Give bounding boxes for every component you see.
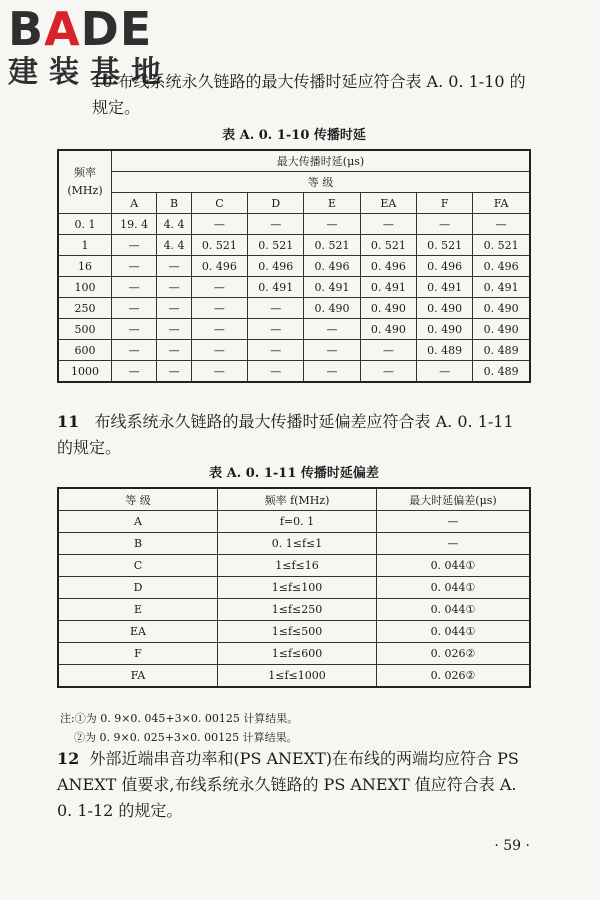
table-cell: 0. 1	[58, 214, 112, 235]
table-row	[58, 599, 530, 621]
note-1: 注:①为 0. 9×0. 045+3×0. 00125 计算结果。	[60, 712, 299, 725]
table-cell: —	[360, 214, 416, 235]
table-cell: 4. 4	[157, 214, 191, 235]
table-cell: —	[417, 361, 473, 383]
table-cell: 1≤f≤250	[218, 599, 377, 621]
table-cell: —	[157, 361, 191, 383]
table-cell: —	[304, 214, 360, 235]
table-cell: 0. 490	[473, 319, 530, 340]
propagation-delay-table	[57, 149, 531, 383]
table-row	[58, 665, 530, 688]
table-cell: 1≤f≤600	[218, 643, 377, 665]
header-cell: 等 级	[58, 488, 218, 511]
class-cell: B	[157, 193, 191, 214]
table-cell: 500	[58, 319, 112, 340]
table-cell: 0. 496	[360, 256, 416, 277]
table-cell: 1	[58, 235, 112, 256]
table-cell: 0. 496	[304, 256, 360, 277]
table-cell: 4. 4	[157, 235, 191, 256]
table-cell: —	[248, 319, 304, 340]
table-cell: 19. 4	[112, 214, 157, 235]
class-cell: E	[304, 193, 360, 214]
table-row	[58, 533, 530, 555]
table1-caption: 表 A. 0. 1-10 传播时延	[222, 128, 366, 143]
delay-skew-table	[57, 487, 531, 688]
note-2: ②为 0. 9×0. 025+3×0. 00125 计算结果。	[74, 731, 298, 744]
table-cell: —	[360, 340, 416, 361]
class-cell: D	[248, 193, 304, 214]
paragraph-text: 外部近端串音功率和(PS ANEXT)在布线的两端均应符合 PS ANEXT 值要求,布线系统永久链路的 PS ANEXT 值应符合表 A. 0. 1-12 的规定。	[57, 749, 519, 820]
table-cell: E	[58, 599, 218, 621]
table-cell: 0. 1≤f≤1	[218, 533, 377, 555]
table-cell: —	[248, 298, 304, 319]
table-cell: 0. 490	[473, 298, 530, 319]
table-cell: 1≤f≤1000	[218, 665, 377, 688]
table-cell: 600	[58, 340, 112, 361]
table-cell: 0. 491	[417, 277, 473, 298]
table-cell: —	[112, 277, 157, 298]
table-cell: —	[157, 319, 191, 340]
table-cell: —	[191, 340, 247, 361]
table-cell: 0. 521	[417, 235, 473, 256]
table-cell: 0. 490	[417, 298, 473, 319]
table-cell: 0. 044①	[377, 599, 531, 621]
table-cell: —	[157, 256, 191, 277]
grade-header: 等 级	[112, 172, 531, 193]
max-delay-header: 最大传播时延(μs)	[112, 150, 531, 172]
table-row	[58, 643, 530, 665]
table-cell: 0. 521	[360, 235, 416, 256]
table-cell: —	[417, 214, 473, 235]
class-cell: FA	[473, 193, 530, 214]
table-cell: 16	[58, 256, 112, 277]
table-cell: —	[112, 235, 157, 256]
table-cell: —	[112, 319, 157, 340]
table-row	[58, 361, 530, 383]
table-row	[58, 319, 530, 340]
table-cell: B	[58, 533, 218, 555]
table-cell: 0. 521	[304, 235, 360, 256]
class-cell: A	[112, 193, 157, 214]
table-cell: 0. 496	[473, 256, 530, 277]
table-cell: —	[157, 298, 191, 319]
table-cell: —	[112, 298, 157, 319]
table-cell: A	[58, 511, 218, 533]
table-row	[58, 621, 530, 643]
header-cell: 最大时延偏差(μs)	[377, 488, 531, 511]
page-number: · 59 ·	[494, 838, 530, 854]
paragraph-12	[57, 746, 533, 824]
table-cell: 0. 490	[304, 298, 360, 319]
table-cell: 100	[58, 277, 112, 298]
table-row	[58, 511, 530, 533]
table-cell: 0. 491	[360, 277, 416, 298]
table-cell: 0. 044①	[377, 577, 531, 599]
table-cell: —	[248, 340, 304, 361]
freq-header: 频率(MHz)	[58, 150, 112, 214]
table-cell: 0. 044①	[377, 555, 531, 577]
table-cell: F	[58, 643, 218, 665]
paragraph-11	[57, 409, 533, 461]
table-cell: 1≤f≤100	[218, 577, 377, 599]
table-header-row	[58, 488, 530, 511]
header-cell: 频率 f(MHz)	[218, 488, 377, 511]
table-cell: 0. 026②	[377, 643, 531, 665]
table-cell: —	[112, 256, 157, 277]
table-row	[58, 235, 530, 256]
table-row	[58, 577, 530, 599]
table-cell: D	[58, 577, 218, 599]
table-cell: 0. 521	[248, 235, 304, 256]
table-row	[58, 256, 530, 277]
table-cell: 0. 496	[191, 256, 247, 277]
brand-subtitle: 建装基地	[8, 55, 172, 90]
table-cell: —	[112, 340, 157, 361]
class-cell: F	[417, 193, 473, 214]
table2-caption: 表 A. 0. 1-11 传播时延偏差	[209, 466, 379, 481]
table-cell: 1≤f≤500	[218, 621, 377, 643]
paragraph-text: 布线系统永久链路的最大传播时延偏差应符合表 A. 0. 1-11 的规定。	[57, 412, 514, 457]
table-row	[58, 277, 530, 298]
table-cell: FA	[58, 665, 218, 688]
table-row	[58, 214, 530, 235]
table-cell: —	[377, 533, 531, 555]
table-cell: EA	[58, 621, 218, 643]
table-cell: 0. 521	[191, 235, 247, 256]
table-cell: f=0. 1	[218, 511, 377, 533]
table-cell: —	[191, 214, 247, 235]
table-cell: —	[248, 361, 304, 383]
table-cell: 0. 489	[417, 340, 473, 361]
table-cell: 0. 044①	[377, 621, 531, 643]
table-row	[58, 555, 530, 577]
table-cell: 0. 490	[417, 319, 473, 340]
table-cell: 0. 491	[473, 277, 530, 298]
class-header-row	[58, 193, 530, 214]
table-cell: 0. 490	[360, 319, 416, 340]
table-cell: 1≤f≤16	[218, 555, 377, 577]
table-cell: —	[248, 214, 304, 235]
table-cell: 0. 026②	[377, 665, 531, 688]
table-cell: 0. 491	[248, 277, 304, 298]
paragraph-number: 11	[57, 412, 80, 431]
table-cell: —	[360, 361, 416, 383]
brand-logo: BADE	[8, 2, 153, 56]
paragraph-number: 12	[57, 749, 80, 768]
table-cell: 0. 489	[473, 340, 530, 361]
table-cell: 250	[58, 298, 112, 319]
table-cell: —	[191, 319, 247, 340]
table-cell: —	[157, 340, 191, 361]
table-row	[58, 340, 530, 361]
table-cell: 0. 490	[360, 298, 416, 319]
table-cell: —	[191, 277, 247, 298]
table-cell: —	[157, 277, 191, 298]
paragraph-10: 10 布线系统永久链路的最大传播时延应符合表 A. 0. 1-10 的规定。	[92, 72, 526, 117]
table-cell: —	[191, 361, 247, 383]
table-row	[58, 298, 530, 319]
table-cell: 0. 489	[473, 361, 530, 383]
class-cell: C	[191, 193, 247, 214]
table-cell: —	[191, 298, 247, 319]
table-cell: —	[112, 361, 157, 383]
table-cell: C	[58, 555, 218, 577]
table-cell: —	[304, 361, 360, 383]
table-cell: —	[473, 214, 530, 235]
table-cell: 0. 496	[248, 256, 304, 277]
table-cell: 0. 491	[304, 277, 360, 298]
table-cell: 0. 521	[473, 235, 530, 256]
table-cell: —	[304, 319, 360, 340]
table-cell: 1000	[58, 361, 112, 383]
class-cell: EA	[360, 193, 416, 214]
table-cell: —	[377, 511, 531, 533]
table-cell: 0. 496	[417, 256, 473, 277]
table-cell: —	[304, 340, 360, 361]
